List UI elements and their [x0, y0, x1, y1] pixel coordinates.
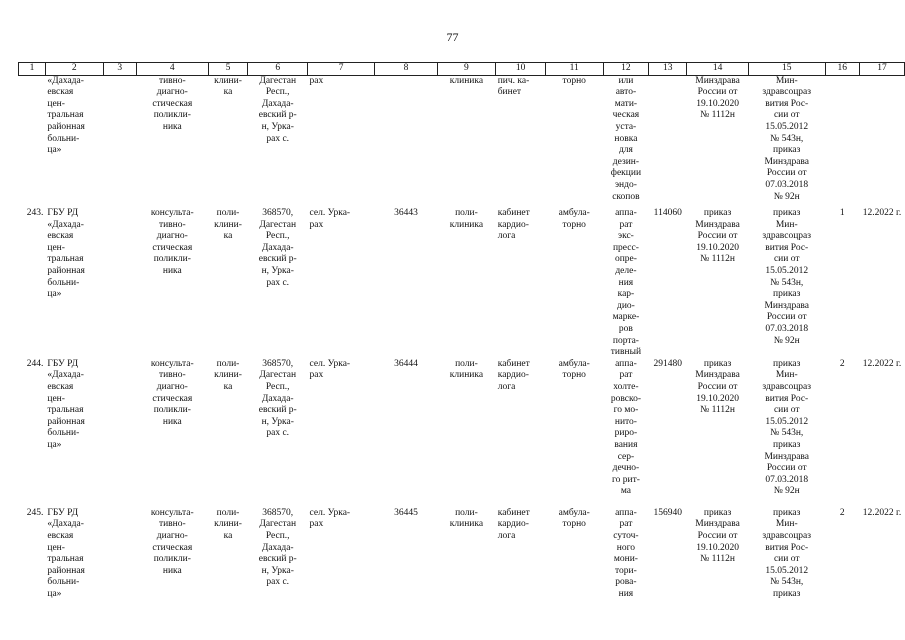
table-cell: сел. Урка- рах: [309, 208, 351, 230]
table-cell: поли- клиника: [449, 358, 484, 381]
table-cell: 12.2022 г.: [862, 208, 902, 219]
table-cell: торно: [562, 75, 586, 86]
table-cell: 36445: [394, 507, 418, 518]
table-cell: 244.: [26, 358, 44, 369]
table-cell: аппа- рат холте- ровско- го мо- нито- риро- вания сер- дечно- го рит- ма: [610, 358, 642, 497]
table-cell: приказ Минздрава России от 19.10.2020 № 1112н: [695, 358, 740, 416]
col-header: 4: [137, 63, 209, 76]
table-cell: приказ Мин- здравсоцраз вития Рос- сии от 15.05.2012 № 543н, приказ Минздрава России от 07.03.2018 № 92н: [762, 208, 812, 346]
col-header: 14: [687, 63, 749, 76]
col-header: 8: [375, 63, 437, 76]
table-cell: тивно- диагно- стическая поликли- ника: [152, 75, 193, 132]
col-header: 3: [103, 63, 136, 76]
table-cell: ГБУ РД «Дахада- евская цен- тральная районная больни- ца»: [47, 208, 85, 300]
table-cell: консульта- тивно- диагно- стическая поликли- ника: [150, 208, 194, 277]
col-header: 10: [496, 63, 546, 76]
table-cell: [103, 359, 136, 508]
table-cell: сел. Урка- рах: [309, 358, 351, 381]
table-cell: [19, 75, 46, 208]
table-cell: [825, 75, 860, 208]
table-cell: амбула- торно: [558, 208, 590, 230]
table-cell: [375, 75, 437, 208]
table-cell: 114060: [653, 208, 682, 219]
table-cell: или авто- мати- ческая уста- новка для дезин- фекции эндо- скопов: [610, 75, 642, 202]
col-header: 12: [603, 63, 649, 76]
table-cell: поли- клини- ка: [214, 208, 242, 242]
col-header: 7: [308, 63, 375, 76]
table-cell: [860, 75, 905, 208]
table-cell: 368570, Дагестан Респ., Дахада- евский р- н, Урка- рах с.: [258, 358, 297, 439]
table-cell: Минздрава России от 19.10.2020 № 1112н: [695, 75, 740, 121]
table-cell: 36443: [394, 208, 418, 219]
col-header: 15: [748, 63, 825, 76]
table-cell: приказ Мин- здравсоцраз вития Рос- сии от 15.05.2012 № 543н, приказ Минздрава России от 07.03.2018 № 92н: [762, 358, 812, 497]
table-cell: консульта- тивно- диагно- стическая поликли- ника: [150, 358, 194, 427]
table-cell: кабинет кардио- лога: [497, 208, 530, 242]
table-row: [19, 75, 905, 208]
table-row: [19, 508, 905, 608]
column-number-row: [19, 63, 905, 76]
table-cell: консульта- тивно- диагно- стическая поликли- ника: [150, 507, 194, 576]
table-cell: 368570, Дагестан Респ., Дахада- евский р- н, Урка- рах с.: [258, 208, 297, 288]
table-cell: [103, 208, 136, 359]
table-cell: 368570, Дагестан Респ., Дахада- евский р- н, Урка- рах с.: [258, 507, 297, 588]
col-header: 16: [825, 63, 860, 76]
page-number: 77: [446, 30, 459, 44]
table-cell: 156940: [653, 507, 682, 518]
table-cell: поли- клини- ка: [214, 358, 242, 392]
table-cell: 2: [839, 507, 845, 518]
col-header: 2: [45, 63, 103, 76]
table-cell: амбула- торно: [558, 507, 590, 530]
table-cell: 243.: [26, 208, 44, 219]
table-cell: кабинет кардио- лога: [497, 507, 530, 541]
table-cell: пич. ка- бинет: [497, 75, 530, 98]
table-cell: сел. Урка- рах: [309, 507, 351, 530]
table-cell: рах: [309, 75, 324, 86]
table-cell: ГБУ РД «Дахада- евская цен- тральная районная больни- ца»: [47, 507, 85, 599]
table-cell: [649, 75, 687, 208]
table-cell: ГБУ РД «Дахада- евская цен- тральная районная больни- ца»: [47, 358, 85, 450]
table-cell: [103, 508, 136, 608]
col-header: 6: [248, 63, 308, 76]
table-cell: кабинет кардио- лога: [497, 358, 530, 392]
table-row: [19, 208, 905, 359]
table-cell: аппа- рат экс- пресс- опре- деле- ния кар- дио- марке- ров порта- тивный: [610, 208, 642, 358]
table-cell: поли- клиника: [449, 507, 484, 530]
table-cell: аппа- рат суточ- ного мони- тори- рова- ния: [613, 507, 639, 599]
table-cell: клини- ка: [214, 75, 242, 98]
table-cell: поли- клиника: [449, 208, 484, 230]
col-header: 17: [860, 63, 905, 76]
col-header: 13: [649, 63, 687, 76]
col-header: 1: [19, 63, 46, 76]
table-cell: приказ Мин- здравсоцраз вития Рос- сии от 15.05.2012 № 543н, приказ: [762, 507, 812, 599]
table-cell: поли- клини- ка: [214, 507, 242, 541]
table-cell: 12.2022 г.: [862, 358, 902, 369]
table-row: [19, 359, 905, 508]
table-cell: 1: [839, 208, 845, 219]
table-cell: Мин- здравсоцраз вития Рос- сии от 15.05.2012 № 543н, приказ Минздрава России от 07.03.2018 № 92н: [762, 75, 812, 202]
table-cell: «Дахада- евская цен- тральная районная больни- ца»: [47, 75, 85, 156]
table-cell: приказ Минздрава России от 19.10.2020 № 1112н: [695, 507, 740, 565]
table-cell: 291480: [653, 358, 682, 369]
col-header: 5: [208, 63, 248, 76]
table-cell: 245.: [26, 507, 44, 518]
equipment-table: [18, 62, 905, 608]
table-cell: клиника: [449, 75, 484, 86]
table-cell: 12.2022 г.: [862, 507, 902, 518]
table-cell: 36444: [394, 358, 418, 369]
table-cell: [103, 75, 136, 208]
table-cell: Дагестан Респ., Дахада- евский р- н, Урка- рах с.: [258, 75, 297, 144]
table-cell: приказ Минздрава России от 19.10.2020 № 1112н: [695, 208, 740, 265]
table-cell: 2: [839, 358, 845, 369]
col-header: 9: [437, 63, 496, 76]
col-header: 11: [545, 63, 603, 76]
table-cell: амбула- торно: [558, 358, 590, 381]
